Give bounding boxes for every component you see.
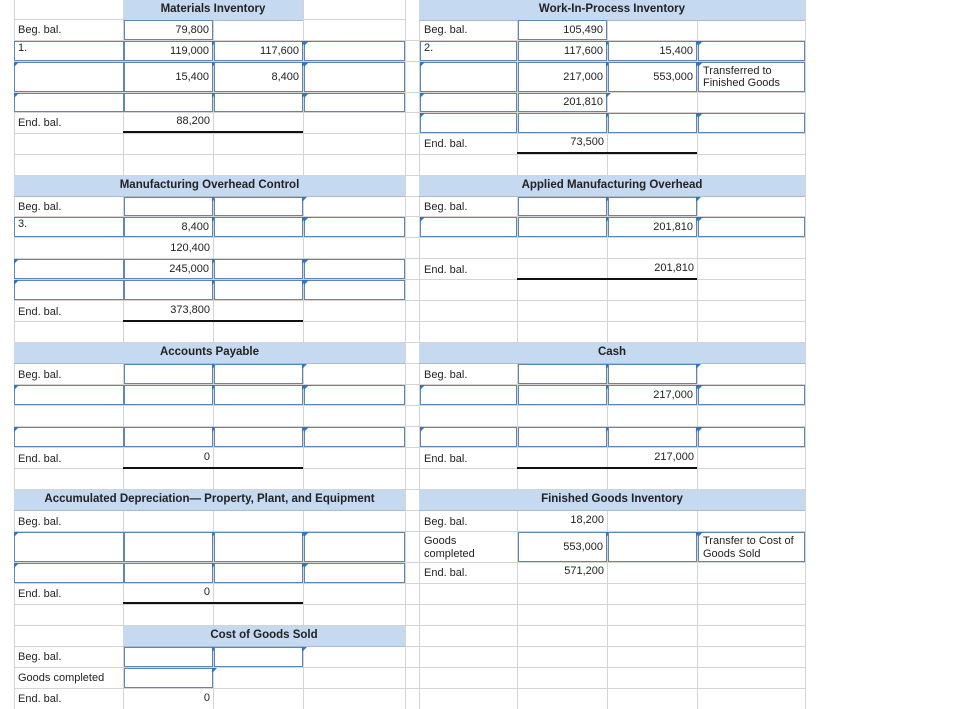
cash-r2-desc[interactable] bbox=[698, 427, 805, 447]
cash-end-underline bbox=[517, 467, 697, 469]
amo-r1-debit[interactable] bbox=[518, 217, 607, 237]
mi-r3-credit[interactable] bbox=[214, 93, 303, 112]
ap-r2-credit[interactable] bbox=[214, 427, 303, 447]
cogs-end-label: End. bal. bbox=[18, 693, 62, 705]
ad-r1-label[interactable] bbox=[14, 532, 124, 562]
cogs-header: Cost of Goods Sold bbox=[123, 626, 405, 647]
moc-r1-desc[interactable] bbox=[304, 217, 405, 237]
wip-beg-value[interactable]: 105,490 bbox=[518, 20, 607, 40]
wip-r1-debit[interactable]: 117,600 bbox=[518, 41, 607, 61]
fg-end-label: End. bal. bbox=[424, 567, 468, 579]
moc-beg-credit[interactable] bbox=[214, 197, 303, 216]
cogs-end-value: 0 bbox=[124, 690, 213, 708]
mi-r1-debit[interactable]: 119,000 bbox=[124, 41, 213, 61]
wip-end-value: 73,500 bbox=[518, 134, 607, 152]
wip-end-underline bbox=[517, 152, 697, 154]
mi-r3-label[interactable] bbox=[14, 93, 124, 112]
cash-beg-credit[interactable] bbox=[608, 364, 697, 384]
mi-end-underline bbox=[123, 131, 303, 133]
ad-r1-debit[interactable] bbox=[124, 532, 213, 562]
cash-r1-credit[interactable]: 217,000 bbox=[608, 385, 697, 405]
moc-r1-credit[interactable] bbox=[214, 217, 303, 237]
wip-r2-label[interactable] bbox=[420, 62, 517, 92]
moc-r1-debit[interactable]: 8,400 bbox=[124, 217, 213, 237]
ap-beg-credit[interactable] bbox=[214, 364, 303, 384]
ad-end-label: End. bal. bbox=[18, 588, 62, 600]
cash-r1-label[interactable] bbox=[420, 385, 517, 405]
mi-r3-debit[interactable] bbox=[124, 93, 213, 112]
ap-r1-label[interactable] bbox=[14, 385, 124, 405]
cash-r2-label[interactable] bbox=[420, 427, 517, 447]
amo-beg-credit[interactable] bbox=[608, 197, 697, 216]
ap-end-label: End. bal. bbox=[18, 453, 62, 465]
ad-r2-desc[interactable] bbox=[304, 563, 405, 583]
moc-beg-debit[interactable] bbox=[124, 197, 213, 216]
mi-r3-desc[interactable] bbox=[304, 93, 405, 112]
wip-r2-credit[interactable]: 553,000 bbox=[608, 62, 697, 92]
wip-r4-debit[interactable] bbox=[518, 113, 607, 133]
materials-inventory-header: Materials Inventory bbox=[123, 0, 303, 21]
wip-finished-goods-label: Finished Goods bbox=[703, 77, 781, 89]
fg-transfer-cogs-line2: Goods Sold bbox=[703, 548, 761, 560]
ap-beg-debit[interactable] bbox=[124, 364, 213, 384]
wip-r3-label[interactable] bbox=[420, 93, 517, 112]
amo-end-label: End. bal. bbox=[424, 264, 468, 276]
mi-beg-label: Beg. bal. bbox=[18, 24, 62, 36]
moc-r4-debit[interactable] bbox=[124, 280, 213, 300]
finished-goods-header: Finished Goods Inventory bbox=[419, 490, 805, 511]
wip-transferred-to-label: Transferred to bbox=[703, 65, 772, 77]
mi-r1-desc[interactable] bbox=[304, 41, 405, 61]
amo-r1-desc[interactable] bbox=[698, 217, 805, 237]
ap-end-underline bbox=[123, 467, 303, 469]
cogs-goods-completed-debit[interactable] bbox=[124, 668, 213, 688]
ap-r1-credit[interactable] bbox=[214, 385, 303, 405]
moc-r3-debit[interactable]: 245,000 bbox=[124, 259, 213, 279]
fg-goods-completed-credit[interactable] bbox=[608, 532, 697, 562]
mi-beg-value[interactable]: 79,800 bbox=[124, 20, 213, 40]
wip-r3-debit[interactable]: 201,810 bbox=[518, 93, 607, 112]
ap-end-value: 0 bbox=[124, 449, 213, 467]
wip-r2-debit[interactable]: 217,000 bbox=[518, 62, 607, 92]
wip-r1-label[interactable]: 2. bbox=[420, 41, 517, 61]
moc-r3-label[interactable] bbox=[14, 259, 124, 279]
fg-end-value: 571,200 bbox=[518, 563, 607, 581]
fg-beg-label: Beg. bal. bbox=[424, 516, 468, 528]
cogs-beg-debit[interactable] bbox=[124, 647, 213, 667]
fg-beg-value: 18,200 bbox=[518, 512, 607, 530]
moc-end-underline bbox=[123, 320, 303, 322]
cash-beg-label: Beg. bal. bbox=[424, 369, 468, 381]
wip-end-label: End. bal. bbox=[424, 138, 468, 150]
mi-end-value: 88,200 bbox=[124, 113, 213, 131]
fg-transfer-desc[interactable] bbox=[698, 532, 805, 562]
fg-completed-label: completed bbox=[424, 548, 475, 560]
moc-r4-desc[interactable] bbox=[304, 280, 405, 300]
cash-end-value: 217,000 bbox=[608, 449, 697, 467]
wip-r1-credit[interactable]: 15,400 bbox=[608, 41, 697, 61]
ad-r2-debit[interactable] bbox=[124, 563, 213, 583]
cash-end-label: End. bal. bbox=[424, 453, 468, 465]
mi-beg-label-field[interactable]: 1. bbox=[14, 41, 124, 61]
mi-r2-credit[interactable]: 8,400 bbox=[214, 62, 303, 92]
ap-r2-label[interactable] bbox=[14, 427, 124, 447]
ad-r2-credit[interactable] bbox=[214, 563, 303, 583]
ap-beg-label: Beg. bal. bbox=[18, 369, 62, 381]
fg-goods-completed-label bbox=[424, 535, 475, 561]
moc-r1-label[interactable]: 3. bbox=[14, 217, 124, 237]
cogs-beg-label: Beg. bal. bbox=[18, 651, 62, 663]
accum-depreciation-header: Accumulated Depreciation— Property, Plant, and Equipment bbox=[14, 490, 405, 511]
ad-r2-label[interactable] bbox=[14, 563, 124, 583]
cogs-goods-completed-label: Goods completed bbox=[18, 672, 105, 684]
moc-r4-label[interactable] bbox=[14, 280, 124, 300]
moc-r3-desc[interactable] bbox=[304, 259, 405, 279]
wip-r4-label[interactable] bbox=[420, 113, 517, 133]
mi-r2-debit[interactable]: 15,400 bbox=[124, 62, 213, 92]
ad-r1-desc[interactable] bbox=[304, 532, 405, 562]
accounts-payable-header: Accounts Payable bbox=[14, 343, 405, 364]
cash-beg-debit[interactable] bbox=[518, 364, 607, 384]
ap-r1-desc[interactable] bbox=[304, 385, 405, 405]
mi-end-label: End. bal. bbox=[18, 117, 62, 129]
ad-beg-label: Beg. bal. bbox=[18, 516, 62, 528]
amo-beg-debit[interactable] bbox=[518, 197, 607, 216]
wip-r4-desc[interactable] bbox=[698, 113, 805, 133]
ap-r2-desc[interactable] bbox=[304, 427, 405, 447]
wip-r2-desc[interactable] bbox=[698, 62, 805, 92]
applied-mfg-overhead-header: Applied Manufacturing Overhead bbox=[419, 176, 805, 197]
wip-beg-label: Beg. bal. bbox=[424, 24, 468, 36]
mi-r2-desc[interactable] bbox=[304, 62, 405, 92]
amo-end-value: 201,810 bbox=[608, 260, 697, 278]
fg-goods-label: Goods bbox=[424, 535, 457, 547]
moc-r3-credit[interactable] bbox=[214, 259, 303, 279]
wip-r1-desc[interactable] bbox=[698, 41, 805, 61]
wip-inventory-header: Work-In-Process Inventory bbox=[419, 0, 805, 21]
moc-end-label: End. bal. bbox=[18, 306, 62, 318]
mfg-overhead-control-header: Manufacturing Overhead Control bbox=[14, 176, 405, 197]
amo-beg-label: Beg. bal. bbox=[424, 201, 468, 213]
ap-r2-debit[interactable] bbox=[124, 427, 213, 447]
cash-r2-debit[interactable] bbox=[518, 427, 607, 447]
moc-end-value: 373,800 bbox=[124, 302, 213, 320]
cash-r1-debit[interactable] bbox=[518, 385, 607, 405]
amo-r1-credit[interactable]: 201,810 bbox=[608, 217, 697, 237]
fg-transfer-cogs-line1: Transfer to Cost of bbox=[703, 535, 794, 547]
amo-r1-label[interactable] bbox=[420, 217, 517, 237]
moc-r2-debit: 120,400 bbox=[124, 238, 213, 258]
mi-r2-label[interactable] bbox=[14, 62, 124, 92]
cash-r1-desc[interactable] bbox=[698, 385, 805, 405]
cash-r2-credit[interactable] bbox=[608, 427, 697, 447]
ad-r1-credit[interactable] bbox=[214, 532, 303, 562]
amo-end-underline bbox=[517, 278, 697, 280]
cash-header: Cash bbox=[419, 343, 805, 364]
wip-r4-credit[interactable] bbox=[608, 113, 697, 133]
moc-beg-label: Beg. bal. bbox=[18, 201, 62, 213]
fg-goods-completed-debit[interactable]: 553,000 bbox=[518, 532, 607, 562]
ap-r1-debit[interactable] bbox=[124, 385, 213, 405]
cogs-beg-credit[interactable] bbox=[214, 647, 303, 667]
mi-r1-credit[interactable]: 117,600 bbox=[214, 41, 303, 61]
ad-end-underline bbox=[123, 602, 303, 604]
ad-end-value: 0 bbox=[124, 584, 213, 602]
moc-r4-credit[interactable] bbox=[214, 280, 303, 300]
